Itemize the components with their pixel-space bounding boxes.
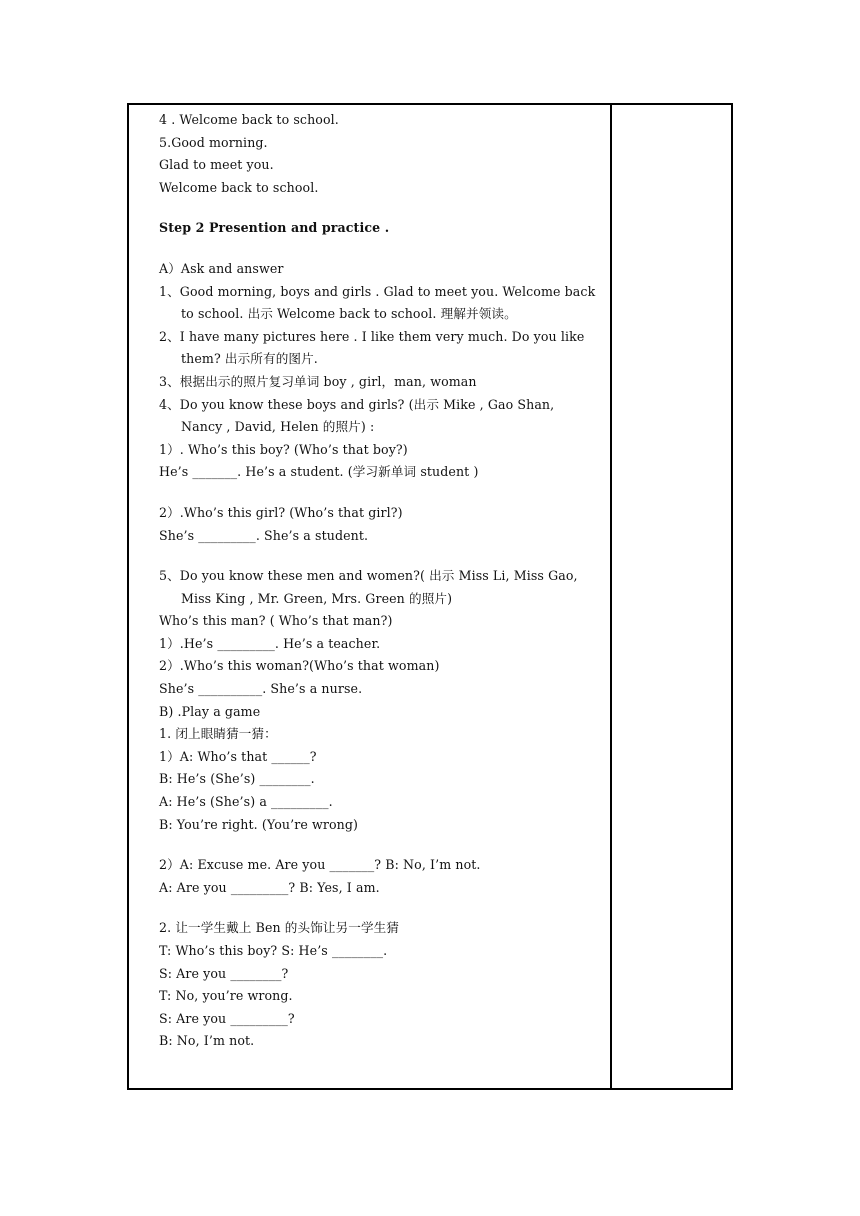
- section-heading: Step 2 Presention and practice .: [159, 220, 390, 236]
- text-line: 5.Good morning.: [159, 134, 268, 150]
- text-line: A: He’s (She’s) a _________.: [159, 794, 333, 810]
- blank-line: [159, 484, 609, 502]
- text-line: 4、Do you know these boys and girls? (出示 Mike , Gao Shan,: [159, 396, 555, 412]
- text-line: He’s _______. He’s a student. (学习新单词 student ): [159, 464, 479, 480]
- blank-line: [159, 240, 609, 258]
- text-line: 1、Good morning, boys and girls . Glad to meet you. Welcome back: [159, 283, 596, 299]
- text-line: S: Are you ________?: [159, 965, 289, 981]
- text-line: She’s _________. She’s a student.: [159, 527, 369, 543]
- lesson-table: [127, 103, 733, 1090]
- text-line: 2）.Who’s this woman?(Who’s that woman): [159, 658, 440, 674]
- text-line: T: No, you’re wrong.: [159, 988, 293, 1004]
- text-line: 2）A: Excuse me. Are you _______? B: No, I’m not.: [159, 857, 481, 873]
- text-line: Welcome back to school.: [159, 179, 319, 195]
- text-line: Nancy , David, Helen 的照片) :: [181, 419, 375, 435]
- text-line: 1）A: Who’s that ______?: [159, 748, 317, 764]
- text-line: Miss King , Mr. Green, Mrs. Green 的照片): [181, 590, 453, 606]
- text-line: 1）.He’s _________. He’s a teacher.: [159, 635, 381, 651]
- blank-line: [159, 547, 609, 565]
- text-line: 2、I have many pictures here . I like them very much. Do you like: [159, 328, 585, 344]
- text-line: 4 . Welcome back to school.: [159, 112, 339, 127]
- text-line: A）Ask and answer: [159, 260, 284, 276]
- text-line: 3、根据出示的照片复习单词 boy , girl，man, woman: [159, 373, 477, 389]
- text-line: B: You’re right. (You’re wrong): [159, 816, 359, 832]
- text-line: 2. 让一学生戴上 Ben 的头饰让另一学生猜: [159, 920, 400, 936]
- blank-line: [159, 199, 609, 217]
- notes-cell: [612, 105, 731, 1088]
- text-line: them? 出示所有的图片.: [181, 351, 318, 367]
- blank-line: [159, 899, 609, 917]
- text-line: A: Are you _________? B: Yes, I am.: [159, 879, 380, 895]
- text-line: to school. 出示 Welcome back to school. 理解并领读。: [181, 306, 517, 322]
- text-line: 5、Do you know these men and women?( 出示 Miss Li, Miss Gao,: [159, 568, 578, 584]
- text-line: T: Who’s this boy? S: He’s ________.: [159, 943, 388, 958]
- blank-line: [159, 836, 609, 854]
- text-line: She’s __________. She’s a nurse.: [159, 681, 363, 697]
- text-line: B) .Play a game: [159, 703, 261, 719]
- text-line: 1）. Who’s this boy? (Who’s that boy?): [159, 441, 408, 457]
- text-line: 2）.Who’s this girl? (Who’s that girl?): [159, 504, 403, 520]
- text-line: 1. 闭上眼睛猜一猜：: [159, 726, 277, 742]
- text-line: Glad to meet you.: [159, 157, 274, 173]
- text-line: S: Are you _________?: [159, 1010, 295, 1026]
- text-line: B: He’s (She’s) ________.: [159, 771, 315, 787]
- lesson-content-cell: [159, 109, 609, 1053]
- text-line: Who’s this man? ( Who’s that man?): [159, 613, 393, 629]
- text-line: B: No, I’m not.: [159, 1033, 255, 1049]
